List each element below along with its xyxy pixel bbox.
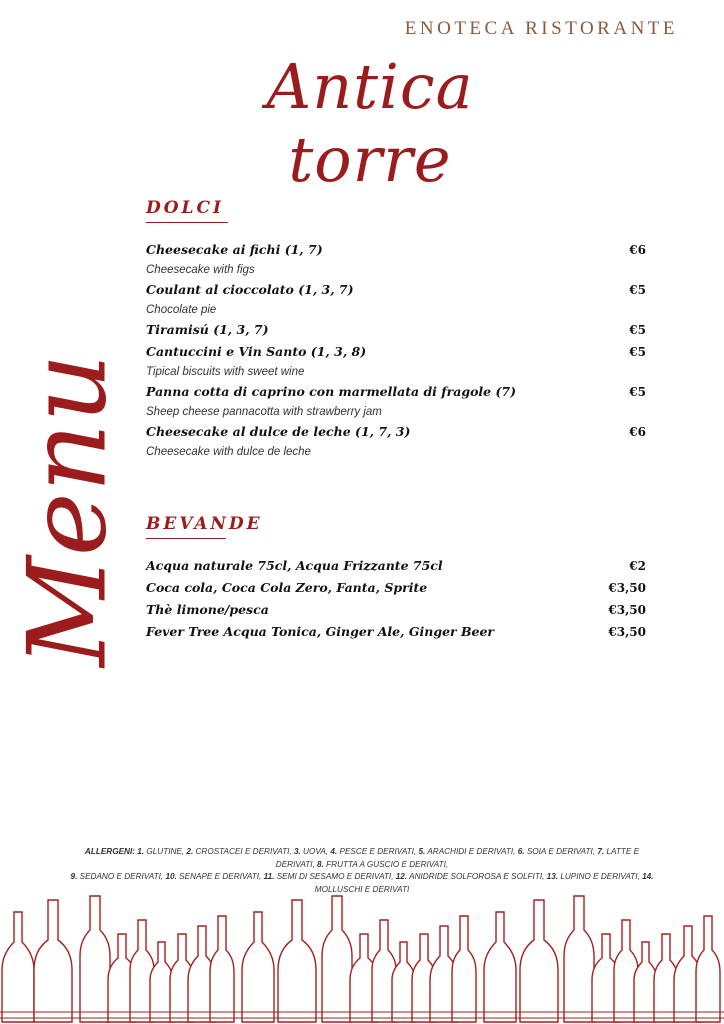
allergen-num: 8. (317, 859, 324, 869)
item-name: Coca cola, Coca Cola Zero, Fanta, Sprite (146, 580, 428, 595)
allergens-note (70, 846, 654, 896)
menu-subtitle: ENOTECA RISTORANTE (404, 18, 678, 39)
section-rule-dolci (146, 222, 228, 223)
allergen-text: SOIA E DERIVATI, (524, 847, 598, 856)
menu-item (146, 624, 656, 644)
allergen-num: 12. (395, 872, 408, 881)
allergen-num: 9. (70, 872, 78, 881)
allergen-text: CROSTACEI E DERIVATI, (193, 847, 294, 856)
allergen-text: SEMI DI SESAMO E DERIVATI, (274, 872, 396, 881)
item-description: Tipical biscuits with sweet wine (146, 366, 305, 378)
allergen-num: 1. (137, 847, 145, 856)
allergen-text: MOLLUSCHI E DERIVATI (314, 884, 410, 894)
allergen-num: 5. (418, 847, 426, 856)
bottles-illustration (0, 890, 724, 1024)
allergen-text: PESCE E DERIVATI, (337, 847, 419, 856)
menu-item (146, 242, 656, 262)
item-description: Cheesecake with dulce de leche (146, 446, 311, 458)
section-title-bevande: BEVANDE (146, 514, 263, 534)
menu-item (146, 602, 656, 622)
allergen-num: 13. (546, 872, 559, 881)
item-price: €6 (629, 425, 646, 439)
allergen-text: GLUTINE, (144, 847, 187, 856)
side-menu-word: Menu (5, 353, 131, 667)
menu-item (146, 580, 656, 600)
item-description: Sheep cheese pannacotta with strawberry jam (146, 406, 382, 418)
item-name: Cheesecake ai fichi (1, 7) (146, 242, 323, 257)
item-name: Coulant al cioccolato (1, 3, 7) (146, 282, 354, 297)
allergen-text: FRUTTA A GUSCIO E DERIVATI, (323, 859, 449, 869)
section-title-dolci: DOLCI (146, 198, 224, 218)
item-price: €3,50 (608, 625, 646, 639)
item-name: Acqua naturale 75cl, Acqua Frizzante 75cl (146, 558, 443, 573)
allergen-num: 3. (293, 847, 301, 856)
menu-item (146, 558, 656, 578)
item-price: €5 (629, 345, 646, 359)
menu-item (146, 384, 656, 404)
item-description: Cheesecake with figs (146, 264, 255, 276)
allergen-text: LUPINO E DERIVATI, (558, 872, 643, 881)
allergen-num: 2. (186, 847, 194, 856)
allergen-num: 7. (597, 847, 605, 856)
allergen-text: ANIDRIDE SOLFOROSA E SOLFITI, (407, 872, 547, 881)
allergens-label: ALLERGENI: (84, 847, 135, 856)
item-price: €5 (629, 385, 646, 399)
allergen-text: UOVA, (300, 847, 331, 856)
item-name: Fever Tree Acqua Tonica, Ginger Ale, Ginger Beer (146, 624, 495, 639)
item-price: €6 (629, 243, 646, 257)
item-price: €5 (629, 283, 646, 297)
menu-item (146, 424, 656, 444)
allergen-num: 10. (165, 872, 177, 881)
item-price: €3,50 (608, 603, 646, 617)
item-price: €5 (629, 323, 646, 337)
allergen-text: LATTE E DERIVATI, (275, 847, 640, 869)
item-description: Chocolate pie (146, 304, 217, 316)
allergen-text: SENAPE E DERIVATI, (176, 872, 264, 881)
item-name: Cheesecake al dulce de leche (1, 7, 3) (146, 424, 411, 439)
section-rule-bevande (146, 538, 226, 539)
item-price: €3,50 (608, 581, 646, 595)
item-name: Cantuccini e Vin Santo (1, 3, 8) (146, 344, 367, 359)
allergen-num: 11. (263, 872, 275, 881)
menu-item (146, 282, 656, 302)
item-price: €2 (629, 559, 646, 573)
allergen-num: 14. (642, 872, 654, 881)
allergen-text: SEDANO E DERIVATI, (77, 872, 166, 881)
item-name: Panna cotta di caprino con marmellata di fragole (7) (146, 384, 517, 399)
allergen-text: ARACHIDI E DERIVATI, (425, 847, 518, 856)
menu-item (146, 322, 656, 342)
item-name: Tiramisú (1, 3, 7) (146, 322, 269, 337)
allergen-num: 6. (517, 847, 525, 856)
item-name: Thè limone/pesca (146, 602, 269, 617)
menu-item (146, 344, 656, 364)
menu-title: Antica torre (266, 50, 474, 196)
allergen-num: 4. (330, 847, 338, 856)
